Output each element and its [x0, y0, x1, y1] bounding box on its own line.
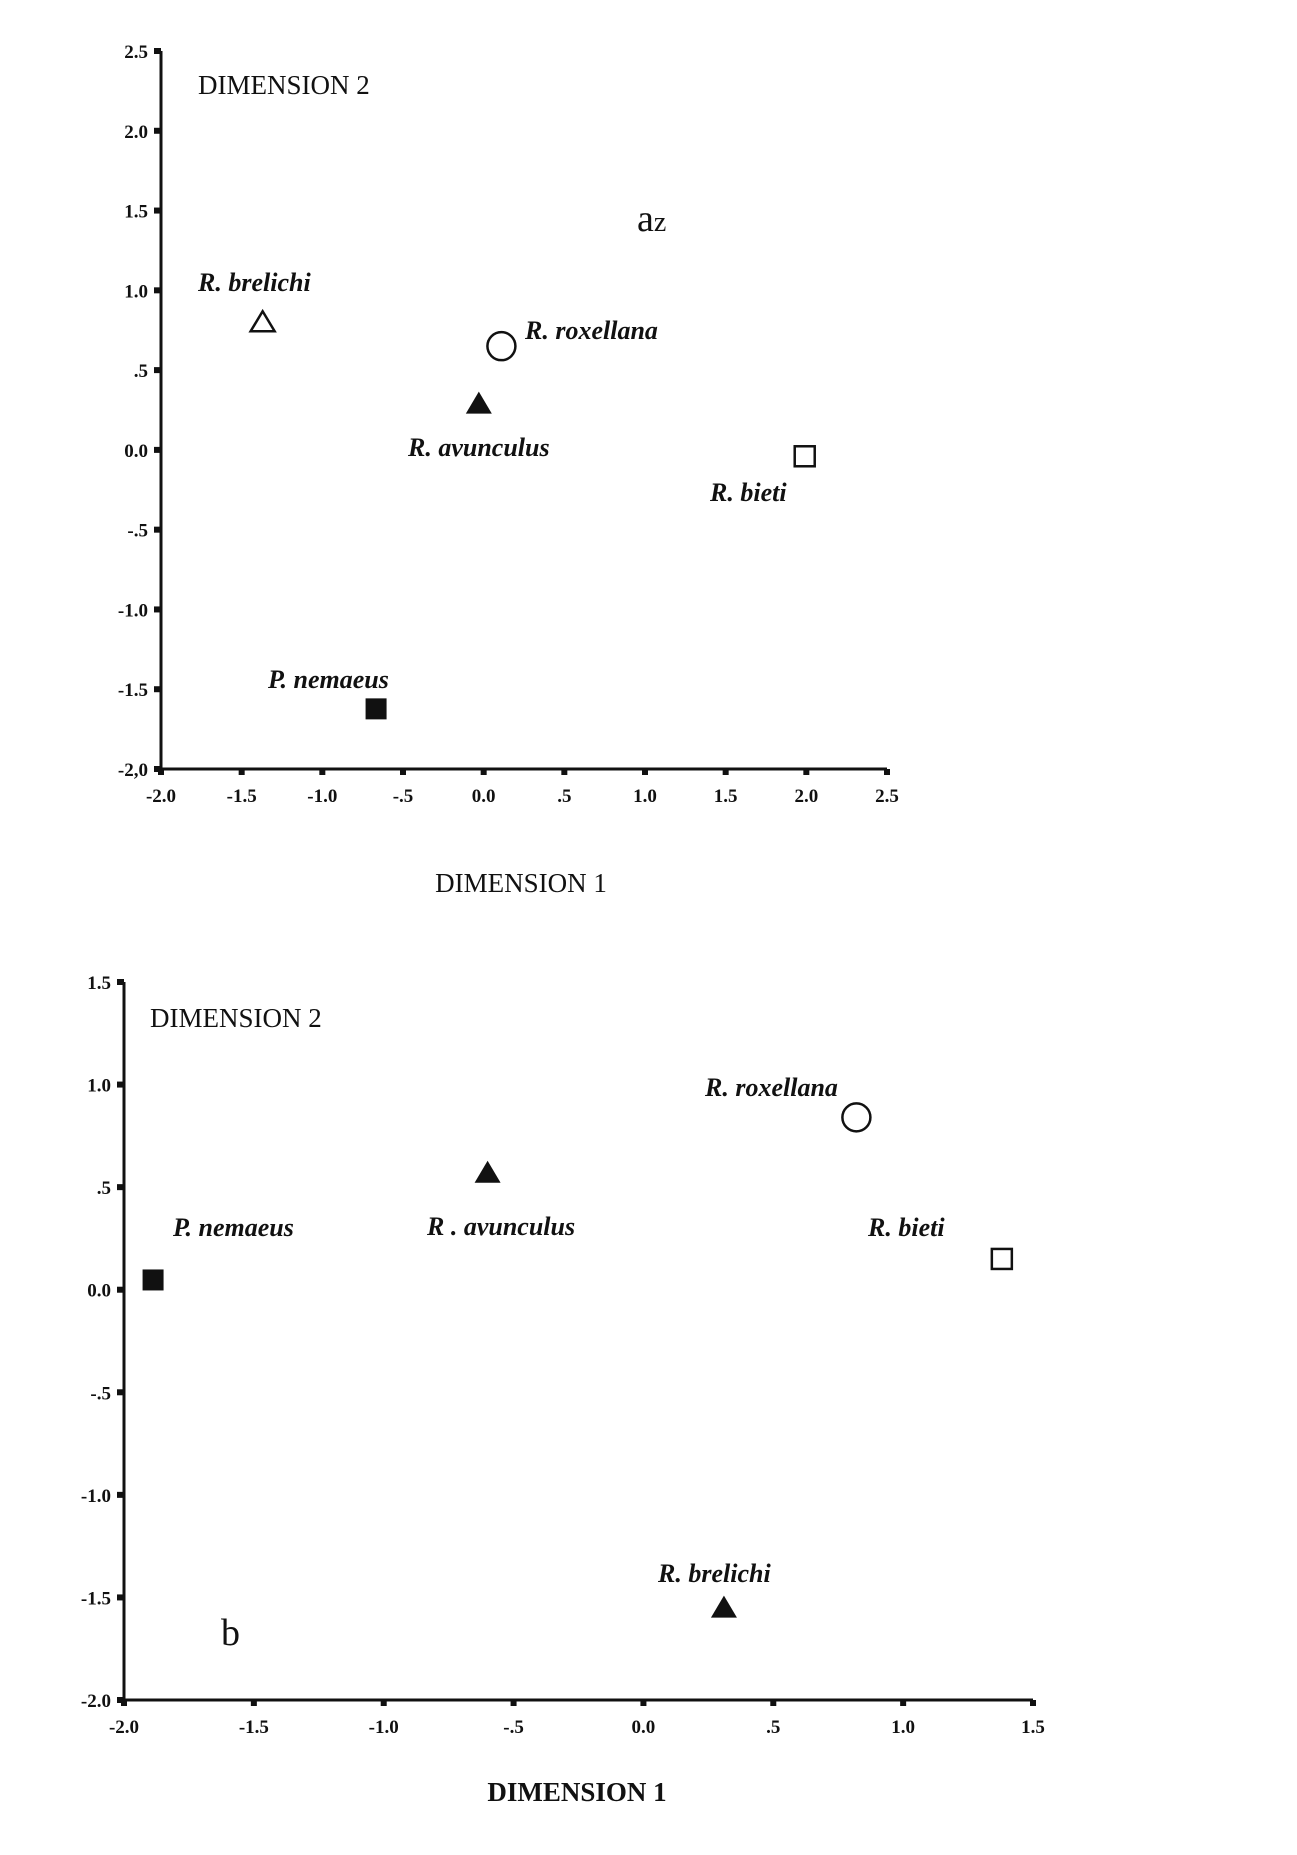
x-tick-mark: [239, 769, 245, 775]
y-tick-label: 1.5: [124, 201, 148, 223]
y-tick-mark: [117, 1389, 124, 1395]
y-tick-mark: [154, 606, 161, 612]
x-tick-label: -1.0: [307, 786, 338, 807]
x-tick-label: 1.5: [713, 786, 738, 807]
x-tick-mark: [803, 769, 809, 775]
y-tick-label: -1.5: [80, 1588, 111, 1610]
x-tick-mark: [561, 769, 567, 775]
x-tick-mark: [723, 769, 729, 775]
x-tick-mark: [770, 1700, 776, 1706]
x-tick-mark: [251, 1700, 257, 1706]
x-tick-label: -.5: [392, 786, 414, 807]
species-label-r-roxellana: R. roxellana: [705, 1073, 838, 1102]
species-label-r-avunculus: R . avunculus: [427, 1212, 576, 1241]
marker-r-roxellana: [842, 1103, 870, 1131]
marker-r-avunculus: [466, 392, 492, 414]
y-tick-label: 1.5: [87, 973, 111, 994]
y-tick-mark: [117, 1082, 124, 1088]
scatter-panel-b: [81, 973, 1045, 1807]
x-axis-title: DIMENSION 1: [435, 868, 607, 898]
x-tick-mark: [642, 769, 648, 775]
y-tick-label: -1.0: [117, 600, 148, 622]
x-tick-label: .5: [557, 786, 572, 807]
y-tick-mark: [117, 979, 124, 985]
x-tick-label: 1.0: [633, 786, 657, 807]
y-tick-label: 2.0: [124, 121, 148, 143]
x-tick-mark: [640, 1700, 646, 1706]
y-axis-title: DIMENSION 2: [150, 1003, 322, 1033]
x-axis-title: DIMENSION 1: [487, 1777, 667, 1807]
x-tick-label: -1.5: [238, 1717, 269, 1738]
panel-letter: b: [221, 1612, 240, 1654]
y-tick-label: -1.5: [117, 680, 148, 702]
species-label-r-avunculus: R. avunculus: [408, 433, 550, 462]
x-tick-mark: [400, 769, 406, 775]
y-tick-mark: [117, 1287, 124, 1293]
y-tick-mark: [154, 447, 161, 453]
y-tick-mark: [154, 48, 161, 54]
x-tick-mark: [481, 769, 487, 775]
x-tick-mark: [319, 769, 325, 775]
y-tick-mark: [117, 1184, 124, 1190]
y-tick-label: 0.0: [124, 440, 148, 462]
y-tick-label: 0.0: [87, 1280, 111, 1302]
x-tick-mark: [511, 1700, 517, 1706]
x-tick-label: -2.0: [108, 1717, 140, 1738]
y-tick-mark: [154, 208, 161, 214]
marker-r-brelichi: [251, 311, 275, 331]
y-tick-mark: [154, 287, 161, 293]
y-tick-mark: [154, 686, 161, 692]
x-tick-label: 1.0: [891, 1717, 916, 1738]
species-label-r-roxellana: R. roxellana: [525, 316, 658, 345]
y-tick-mark: [154, 527, 161, 533]
x-tick-label: -1.5: [226, 786, 257, 807]
species-label-p-nemaeus: P. nemaeus: [173, 1213, 294, 1242]
marker-r-avunculus: [475, 1161, 501, 1183]
x-tick-label: 0.0: [631, 1717, 656, 1738]
species-label-p-nemaeus: P. nemaeus: [268, 665, 389, 694]
x-tick-mark: [158, 769, 164, 775]
panel-letter: az: [637, 198, 667, 240]
y-tick-label: -.5: [127, 520, 148, 542]
marker-p-nemaeus: [143, 1269, 164, 1290]
marker-r-brelichi: [711, 1596, 737, 1618]
y-tick-label: -2.0: [80, 1691, 111, 1712]
y-tick-label: .5: [96, 1178, 111, 1200]
y-axis-title: DIMENSION 2: [198, 70, 370, 100]
x-tick-mark: [900, 1700, 906, 1706]
marker-p-nemaeus: [366, 698, 387, 719]
y-tick-mark: [154, 128, 161, 134]
x-tick-label: 1.5: [1021, 1717, 1045, 1738]
x-tick-mark: [121, 1700, 127, 1706]
y-tick-mark: [154, 367, 161, 373]
y-tick-mark: [117, 1492, 124, 1498]
marker-r-bieti: [992, 1249, 1012, 1269]
species-label-r-brelichi: R. brelichi: [198, 268, 311, 297]
y-tick-label: -2,0: [117, 760, 148, 781]
y-tick-mark: [117, 1594, 124, 1600]
x-tick-label: -.5: [503, 1717, 524, 1738]
y-tick-label: .5: [133, 361, 148, 383]
species-label-r-bieti: R. bieti: [710, 478, 787, 507]
species-label-r-brelichi: R. brelichi: [658, 1559, 771, 1588]
x-tick-label: 2.0: [794, 786, 819, 807]
marker-r-bieti: [795, 446, 815, 466]
species-label-r-bieti: R. bieti: [868, 1213, 945, 1242]
x-tick-label: -1.0: [368, 1717, 399, 1738]
scatter-panel-a: [118, 42, 899, 898]
x-tick-label: 2.5: [875, 786, 899, 807]
x-tick-label: -2.0: [145, 786, 177, 807]
x-tick-label: .5: [766, 1717, 781, 1738]
x-tick-label: 0.0: [471, 786, 496, 807]
y-tick-label: 2.5: [124, 42, 148, 63]
y-tick-label: -.5: [90, 1383, 111, 1405]
x-tick-mark: [1030, 1700, 1036, 1706]
y-tick-label: -1.0: [80, 1485, 111, 1507]
y-tick-label: 1.0: [87, 1075, 111, 1097]
x-tick-mark: [884, 769, 890, 775]
x-tick-mark: [381, 1700, 387, 1706]
y-tick-label: 1.0: [124, 281, 148, 303]
marker-r-roxellana: [487, 332, 515, 360]
